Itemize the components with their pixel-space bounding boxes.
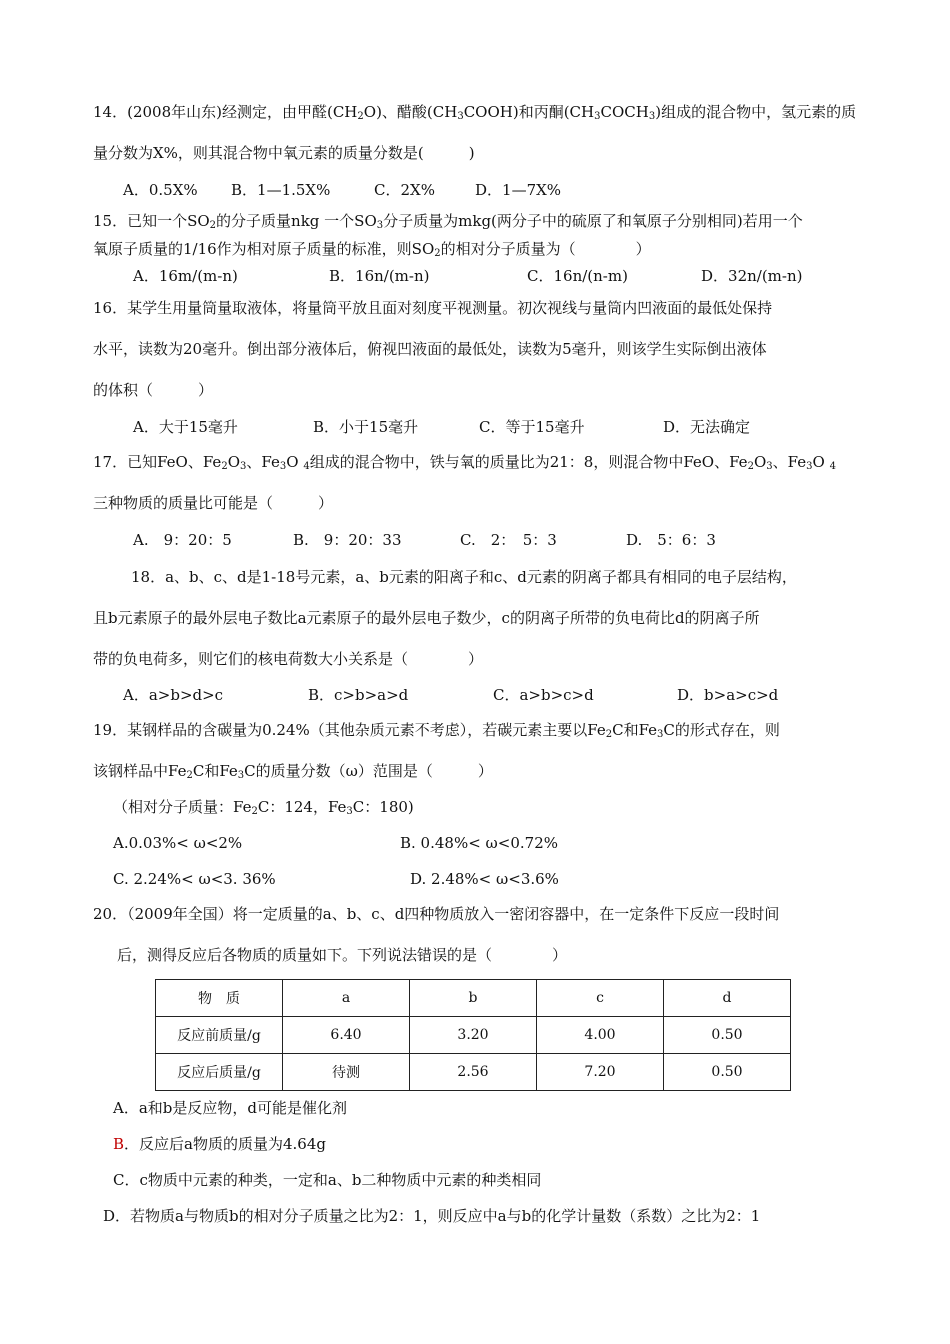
q18-line3: 带的负电荷多，则它们的核电荷数大小关系是（ ）: [93, 650, 484, 668]
q19-line3: （相对分子质量：$Fe_2C$：124，$Fe_3C$：180): [113, 798, 414, 817]
q17-option-b: B. 9：20：33: [293, 531, 402, 549]
q19-option-c: C. 2.24%< ω<3. 36%: [113, 870, 276, 888]
q17-options: [133, 530, 716, 550]
q18-option-b: B．c>b>a>d: [308, 686, 409, 704]
table-header-cell: 物 质: [156, 980, 283, 1017]
table-cell: 7.20: [537, 1054, 664, 1091]
q19-option-d: D. 2.48%< ω<3.6%: [410, 870, 559, 888]
q18-line1: 18．a、b、c、d是1-18号元素，a、b元素的阳离子和c、d元素的阴离子都具有相同的电子层结构，: [131, 568, 797, 586]
q19-option-a: A.0.03%< ω<2%: [113, 834, 243, 852]
q17-option-a: A. 9：20：5: [133, 531, 232, 549]
q15-line2: 氧原子质量的1/16作为相对原子质量的标准，则$SO_2$的相对分子质量为（ ）: [93, 240, 651, 259]
q20-line1: 20．（2009年全国）将一定质量的a、b、c、d四种物质放入一密闭容器中，在一定条件下反应一段时间: [93, 905, 780, 923]
q14-option-a: A．0.5X%: [123, 181, 198, 199]
q16-option-a: A．大于15毫升: [133, 418, 238, 436]
q15-option-d: D．32n/(m-n): [701, 267, 803, 285]
q16-option-c: C．等于15毫升: [479, 418, 585, 436]
q14-option-b: B．1—1.5X%: [231, 181, 331, 199]
q16-option-d: D．无法确定: [663, 418, 751, 436]
q17-line2: 三种物质的质量比可能是（ ）: [93, 494, 334, 512]
table-cell: 反应后质量/g: [156, 1054, 283, 1091]
table-cell: 3.20: [410, 1017, 537, 1054]
q15-option-a: A．16m/(m-n): [133, 267, 238, 285]
q14-options: [123, 180, 561, 200]
q16-line2: 水平，读数为20毫升。倒出部分液体后，俯视凹液面的最低处，读数为5毫升，则该学生实际倒出液体: [93, 340, 767, 358]
q19-option-b: B. 0.48%< ω<0.72%: [400, 834, 558, 852]
table-cell: 6.40: [283, 1017, 410, 1054]
q20-line2: 后，测得反应后各物质的质量如下。下列说法错误的是（ ）: [117, 946, 568, 964]
table-header-cell: a: [283, 980, 410, 1017]
q20-option-a: A．a和b是反应物，d可能是催化剂: [113, 1099, 347, 1117]
q14-option-c: C．2X%: [374, 181, 435, 199]
mass-table: [155, 979, 791, 1091]
q18-options: [123, 685, 778, 705]
q18-option-a: A．a>b>d>c: [123, 686, 224, 704]
q20-option-b-letter: B: [113, 1135, 125, 1153]
q20-option-b: B．反应后a物质的质量为4.64g: [113, 1135, 326, 1153]
table-row: [156, 1017, 791, 1054]
q18-line2: 且b元素原子的最外层电子数比a元素原子的最外层电子数少，c的阴离子所带的负电荷比d的阴离子所: [93, 609, 760, 627]
q18-option-d: D．b>a>c>d: [677, 686, 779, 704]
table-header-cell: b: [410, 980, 537, 1017]
q16-line1: 16．某学生用量筒量取液体，将量筒平放且面对刻度平视测量。初次视线与量筒内凹液面的最低处保持: [93, 299, 773, 317]
q17-option-c: C. 2： 5：3: [460, 531, 557, 549]
table-header-row: [156, 980, 791, 1017]
q15-option-b: B．16n/(m-n): [329, 267, 430, 285]
q17-option-d: D. 5：6：3: [626, 531, 716, 549]
q19-line2: 该钢样品中$Fe_2C$和$Fe_3C$的质量分数（ω）范围是（ ）: [93, 762, 493, 781]
q14-option-d: D．1—7X%: [475, 181, 562, 199]
q17-line1: 17．已知FeO、$Fe_2O_3$、$Fe_3O$ $_4$组成的混合物中，铁与氧的质量比为21：8，则混合物中FeO、$Fe_2O_3$、$Fe_3O$ $_4$: [93, 453, 836, 472]
q14-line1: 14．(2008年山东)经测定，由甲醛$(CH_2O)$、醋酸$(CH_3COOH)$和丙酮$(CH_3COCH_3)$组成的混合物中，氢元素的质: [93, 103, 857, 122]
table-header-cell: c: [537, 980, 664, 1017]
q19-line1: 19．某钢样品的含碳量为0.24%（其他杂质元素不考虑），若碳元素主要以$Fe_2C$和$Fe_3C$的形式存在，则: [93, 721, 780, 740]
table-cell: 4.00: [537, 1017, 664, 1054]
table-cell: 2.56: [410, 1054, 537, 1091]
q18-option-c: C．a>b>c>d: [493, 686, 594, 704]
table-row: [156, 1054, 791, 1091]
q16-line3: 的体积（ ）: [93, 381, 214, 399]
q16-options: [133, 417, 750, 437]
q15-option-c: C．16n/(n-m): [527, 267, 628, 285]
q14-line2: 量分数为X%，则其混合物中氧元素的质量分数是( ): [93, 144, 475, 162]
table-cell: 0.50: [664, 1017, 791, 1054]
q15-line1: 15．已知一个$SO_2$的分子质量nkg 一个$SO_3$分子质量为mkg(两分子中的硫原了和氧原子分别相同)若用一个: [93, 212, 803, 231]
table-cell: 反应前质量/g: [156, 1017, 283, 1054]
table-cell: 0.50: [664, 1054, 791, 1091]
q16-option-b: B．小于15毫升: [313, 418, 419, 436]
q15-options: [133, 266, 803, 286]
q20-option-c: C．c物质中元素的种类，一定和a、b二种物质中元素的种类相同: [113, 1171, 542, 1189]
table-cell: 待测: [283, 1054, 410, 1091]
q20-option-d: D．若物质a与物质b的相对分子质量之比为2：1，则反应中a与b的化学计量数（系数）之比为2：1: [103, 1207, 761, 1225]
table-header-cell: d: [664, 980, 791, 1017]
